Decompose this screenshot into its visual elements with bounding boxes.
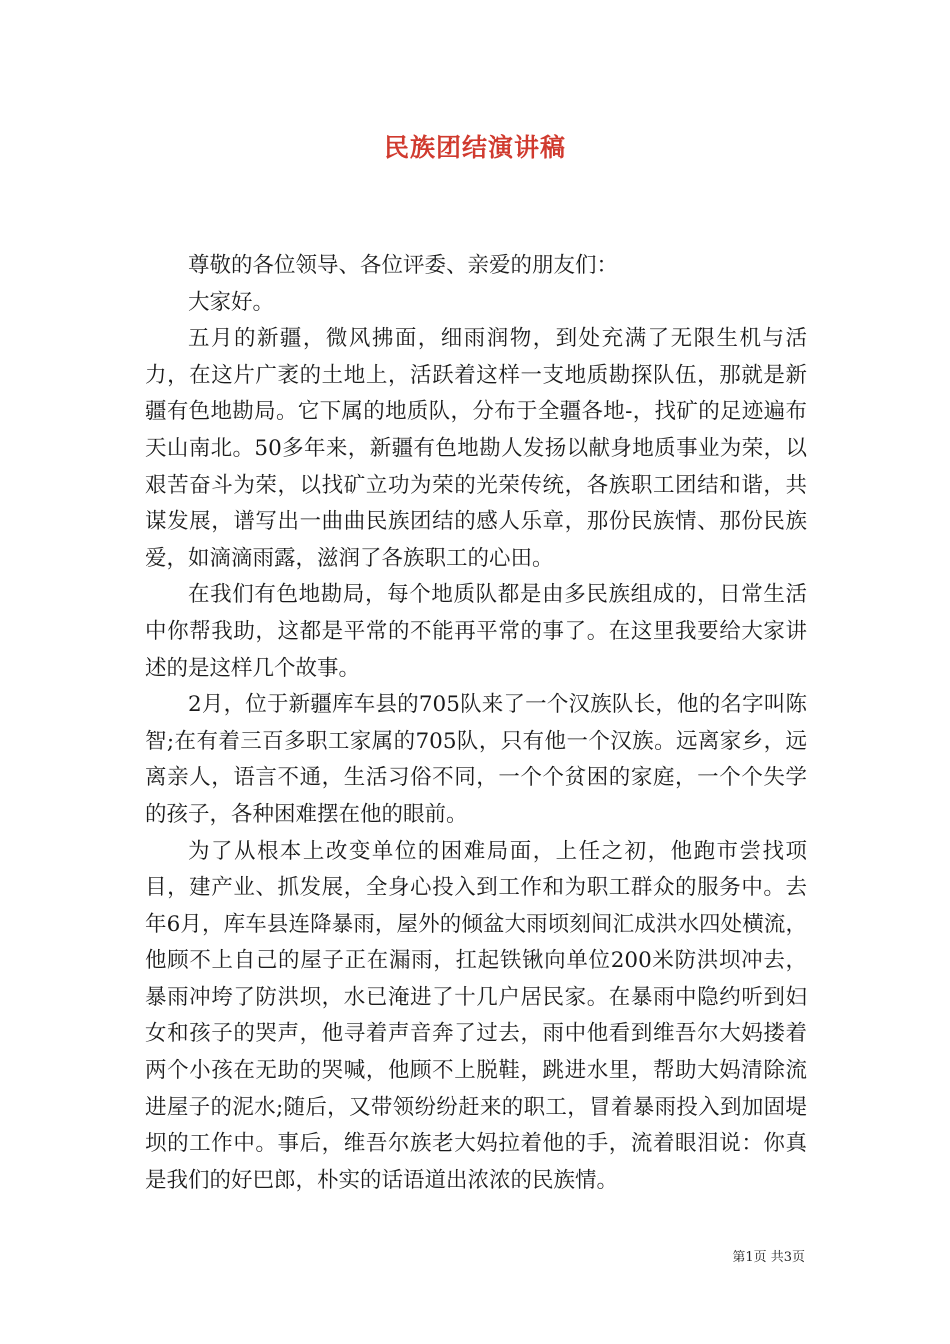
document-title: 民族团结演讲稿 <box>383 133 566 162</box>
greeting: 大家好。 <box>188 289 275 315</box>
paragraph-chen-zhi: 2月，位于新疆库车县的705队来了一个汉族队长，他的名字叫陈智;在有着三百多职工家属的705队，只有他一个汉族。远离家乡，远离亲人，语言不通，生活习俗不同，一个个贫困的家庭，一个个失学的孩子，各种困难摆在他的眼前。 <box>145 692 807 827</box>
paragraph-multi-ethnic: 在我们有色地勘局，每个地质队都是由多民族组成的，日常生活中你帮我助，这都是平常的不能再平常的事了。在这里我要给大家讲述的是这样几个故事。 <box>145 582 807 681</box>
page-number: 第1页 共3页 <box>732 1250 805 1265</box>
document-body <box>145 248 807 1199</box>
paragraph-xinjiang-intro: 五月的新疆，微风拂面，细雨润物，到处充满了无限生机与活力，在这片广袤的土地上，活跃着这样一支地质勘探队伍，那就是新疆有色地勘局。它下属的地质队，分布于全疆各地-，找矿的足迹遍布天山南北。50多年来，新疆有色地勘人发扬以献身地质事业为荣，以艰苦奋斗为荣，以找矿立功为荣的光荣传统，各族职工团结和谐，共谋发展，谱写出一曲曲民族团结的感人乐章，那份民族情、那份民族爱，如滴滴雨露，滋润了各族职工的心田。 <box>145 326 807 571</box>
salutation: 尊敬的各位领导、各位评委、亲爱的朋友们： <box>188 253 619 278</box>
paragraph-flood-story: 为了从根本上改变单位的困难局面，上任之初，他跑市尝找项目，建产业、抓发展，全身心投入到工作和为职工群众的服务中。去年6月，库车县连降暴雨，屋外的倾盆大雨顷刻间汇成洪水四处横流，他顾不上自己的屋子正在漏雨，扛起铁锹向单位200米防洪坝冲去，暴雨冲垮了防洪坝，水已淹进了十几户居民家。在暴雨中隐约听到妇女和孩子的哭声，他寻着声音奔了过去，雨中他看到维吾尔大妈搂着两个小孩在无助的哭喊，他顾不上脱鞋，跳进水里，帮助大妈清除流进屋子的泥水;随后，又带领纷纷赶来的职工，冒着暴雨投入到加固堤坝的工作中。事后，维吾尔族老大妈拉着他的手，流着眼泪说：你真是我们的好巴郎，朴实的话语道出浓浓的民族情。 <box>145 838 807 1193</box>
